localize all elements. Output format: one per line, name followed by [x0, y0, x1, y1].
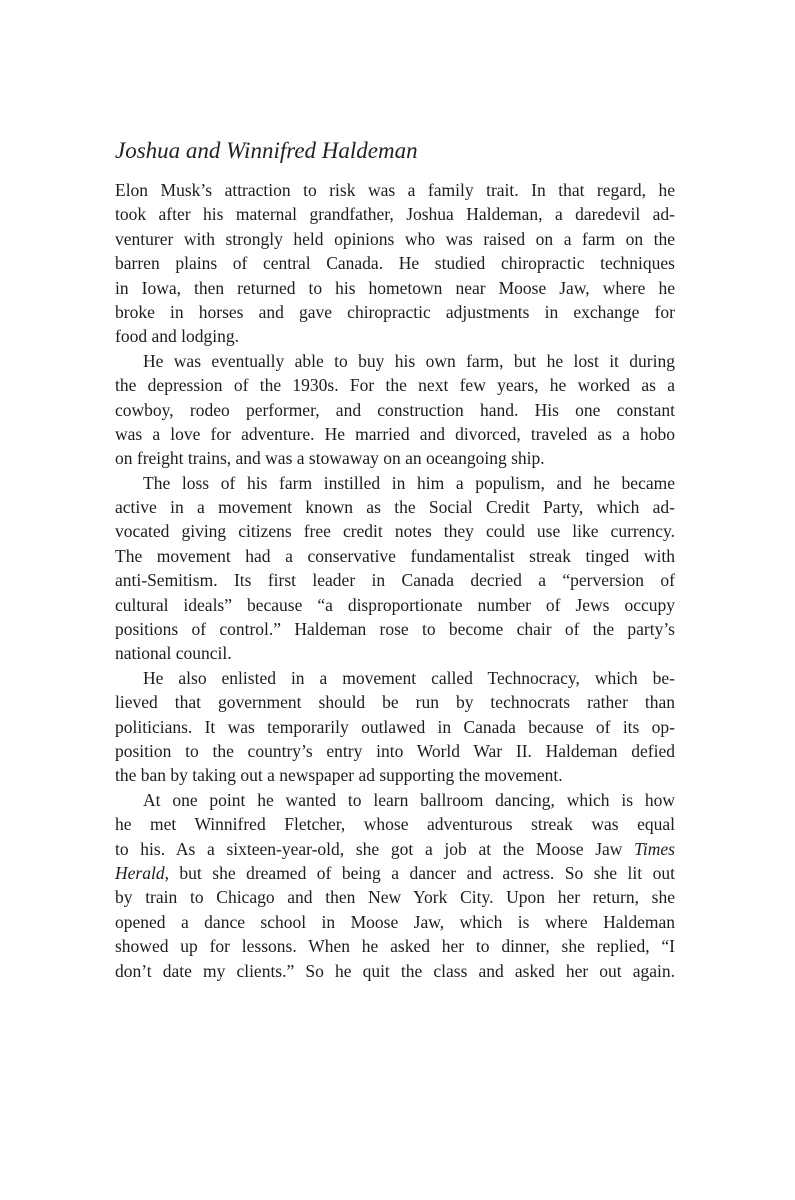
text-line: by train to Chicago and then New York City. Upon her return, she [115, 887, 675, 908]
text-line: on freight trains, and was a stowaway on an oceangoing ship. [115, 448, 545, 469]
paragraph [115, 178, 675, 349]
text-line: anti-Semitism. Its first leader in Canada decried a “perversion of [115, 570, 675, 591]
text-line: lieved that government should be run by technocrats rather than [115, 692, 675, 713]
text-line: Elon Musk’s attraction to risk was a family trait. In that regard, he [115, 180, 675, 200]
text-line: the ban by taking out a newspaper ad supporting the movement. [115, 765, 563, 786]
text-line: positions of control.” Haldeman rose to become chair of the party’s [115, 619, 675, 640]
text-line: took after his maternal grandfather, Joshua Haldeman, a daredevil ad- [115, 204, 675, 225]
text-line: don’t date my clients.” So he quit the class and asked her out again. [115, 960, 675, 981]
text-line [115, 861, 675, 885]
text-line [115, 837, 675, 861]
text-line: At one point he wanted to learn ballroom dancing, which is how [143, 789, 675, 810]
text-line: cowboy, rodeo performer, and construction hand. His one constant [115, 399, 675, 420]
text-line: politicians. It was temporarily outlawed in Canada because of its op- [115, 716, 675, 737]
paragraph [115, 666, 675, 788]
text-line: venturer with strongly held opinions who was raised on a farm on the [115, 228, 675, 249]
text-line: vocated giving citizens free credit notes they could use like currency. [115, 521, 675, 542]
text-line: national council. [115, 643, 232, 664]
paragraph [115, 349, 675, 471]
text-line: The movement had a conservative fundamentalist streak tinged with [115, 545, 675, 566]
newspaper-name-italic: Times [634, 838, 675, 859]
paragraph [115, 788, 675, 983]
paragraph [115, 471, 675, 666]
text-segment: to his. As a sixteen-year-old, she got a job at the Moose Jaw [115, 838, 635, 859]
text-line: active in a movement known as the Social Credit Party, which ad- [115, 497, 675, 518]
text-line: cultural ideals” because “a disproportionate number of Jews occupy [115, 594, 675, 615]
text-line: barren plains of central Canada. He studied chiropractic techniques [115, 253, 675, 274]
text-segment: , but she dreamed of being a dancer and actress. So she lit out [164, 862, 675, 883]
text-line: was a love for adventure. He married and divorced, traveled as a hobo [115, 423, 675, 444]
text-line: The loss of his farm instilled in him a populism, and he became [143, 472, 675, 493]
text-line: position to the country’s entry into World War II. Haldeman defied [115, 740, 675, 761]
newspaper-name-italic: Herald [115, 862, 165, 883]
text-line: in Iowa, then returned to his hometown near Moose Jaw, where he [115, 277, 675, 298]
text-line: the depression of the 1930s. For the next few years, he worked as a [115, 375, 675, 396]
text-line: opened a dance school in Moose Jaw, which is where Haldeman [115, 911, 675, 932]
text-line: He also enlisted in a movement called Technocracy, which be- [143, 667, 675, 688]
text-line: food and lodging. [115, 326, 239, 347]
text-line: broke in horses and gave chiropractic adjustments in exchange for [115, 301, 675, 322]
text-line: He was eventually able to buy his own farm, but he lost it during [143, 350, 675, 371]
body-text [115, 178, 675, 983]
section-heading: Joshua and Winnifred Haldeman [115, 138, 418, 163]
text-line: he met Winnifred Fletcher, whose adventurous streak was equal [115, 814, 675, 835]
text-line: showed up for lessons. When he asked her to dinner, she replied, “I [115, 936, 675, 957]
